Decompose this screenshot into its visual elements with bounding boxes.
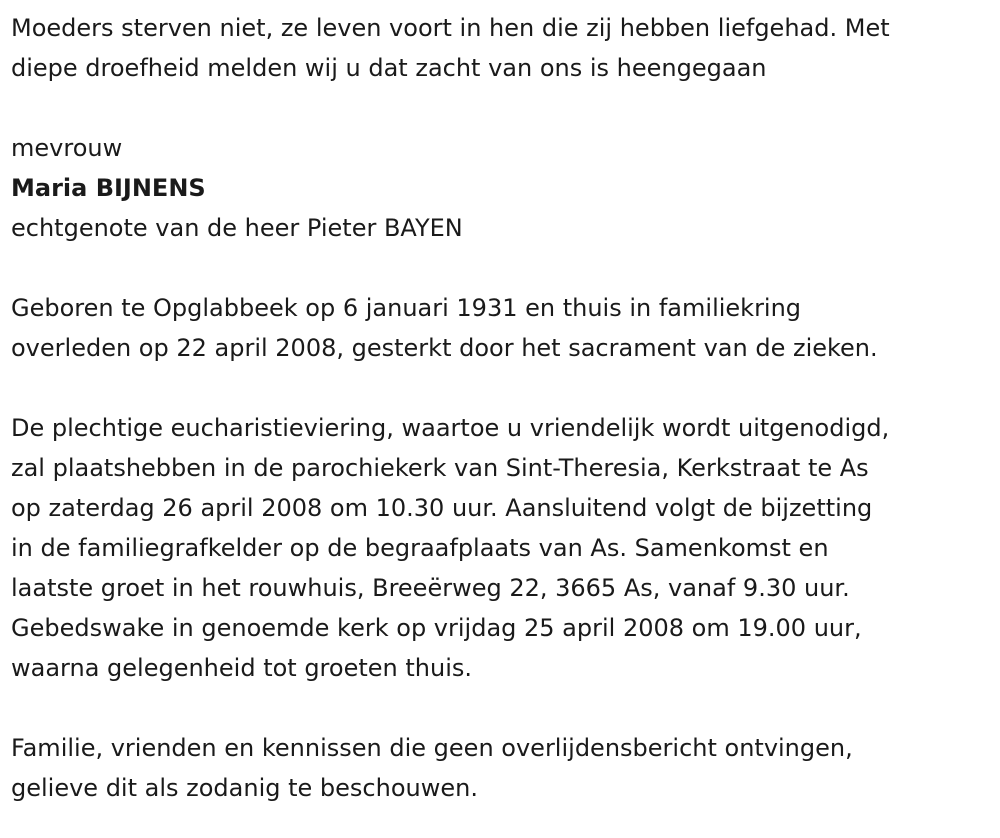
closing-line: gelieve dit als zodanig te beschouwen. <box>11 774 478 802</box>
deceased-relation: echtgenote van de heer Pieter BAYEN <box>11 214 463 242</box>
intro-line: Moeders sterven niet, ze leven voort in hen die zij hebben liefgehad. Met <box>11 14 890 42</box>
ceremony-line: laatste groet in het rouwhuis, Breeërweg 22, 3665 As, vanaf 9.30 uur. <box>11 574 850 602</box>
ceremony-paragraph <box>11 408 996 688</box>
closing-line: Familie, vrienden en kennissen die geen overlijdensbericht ontvingen, <box>11 734 853 762</box>
birth-death-paragraph <box>11 288 996 368</box>
birth-death-line: overleden op 22 april 2008, gesterkt door het sacrament van de zieken. <box>11 334 878 362</box>
ceremony-line: Gebedswake in genoemde kerk op vrijdag 25 april 2008 om 19.00 uur, <box>11 614 862 642</box>
deceased-name: Maria BIJNENS <box>11 174 206 202</box>
closing-paragraph <box>11 728 996 808</box>
intro-paragraph <box>11 8 996 88</box>
birth-death-line: Geboren te Opglabbeek op 6 januari 1931 en thuis in familiekring <box>11 294 802 322</box>
ceremony-line: op zaterdag 26 april 2008 om 10.30 uur. Aansluitend volgt de bijzetting <box>11 494 873 522</box>
ceremony-line: zal plaatshebben in de parochiekerk van Sint-Theresia, Kerkstraat te As <box>11 454 869 482</box>
ceremony-line: De plechtige eucharistieviering, waartoe u vriendelijk wordt uitgenodigd, <box>11 414 890 442</box>
deceased-block <box>11 128 996 248</box>
obituary-notice <box>11 8 996 808</box>
ceremony-line: in de familiegrafkelder op de begraafplaats van As. Samenkomst en <box>11 534 829 562</box>
deceased-title: mevrouw <box>11 134 123 162</box>
ceremony-line: waarna gelegenheid tot groeten thuis. <box>11 654 472 682</box>
intro-line: diepe droefheid melden wij u dat zacht van ons is heengegaan <box>11 54 767 82</box>
